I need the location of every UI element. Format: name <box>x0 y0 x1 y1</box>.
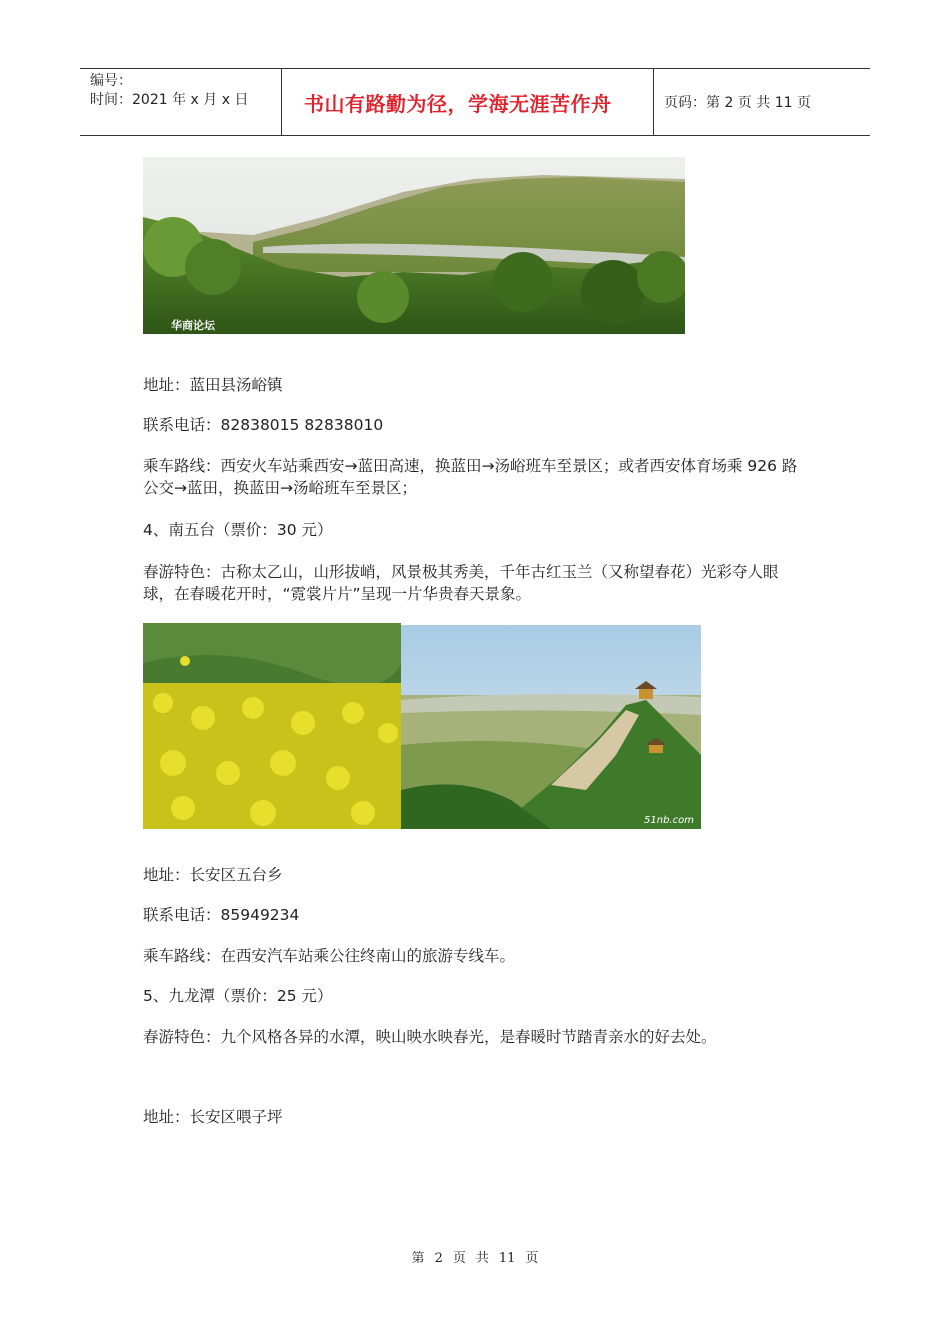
valley-landscape-photo <box>143 157 685 334</box>
phone-2: 联系电话：85949234 <box>143 906 300 924</box>
footer-ye2: 页 <box>525 1251 539 1266</box>
page-footer <box>0 1247 950 1266</box>
route-1: 乘车路线：西安火车站乘西安→蓝田高速，换蓝田→汤峪班车至景区；或者西安体育场乘 926 路公交→蓝田，换蓝田→汤峪班车至景区； <box>143 457 798 497</box>
address-1: 地址：蓝田县汤峪镇 <box>143 376 283 394</box>
footer-ye: 页 <box>452 1251 466 1266</box>
address-2: 地址：长安区五台乡 <box>143 866 283 884</box>
address-3: 地址：长安区喂子坪 <box>143 1108 283 1126</box>
header-motto: 书山有路勤为径，学海无涯苦作舟 <box>281 69 654 135</box>
route-2: 乘车路线：在西安汽车站乘公往终南山的旅游专线车。 <box>143 947 516 965</box>
footer-di: 第 <box>411 1251 425 1266</box>
footer-page-number: 2 <box>434 1251 443 1266</box>
nanwutai-mountain-photo <box>401 625 701 829</box>
phone-1: 联系电话：82838015 82838010 <box>143 416 384 434</box>
header-page-info: 页码：第 2 页 共 11 页 <box>664 95 811 111</box>
number-label: 编号： <box>90 73 132 89</box>
header-meta <box>80 69 281 135</box>
feature-5: 春游特色：九个风格各异的水潭，映山映水映春光，是春暖时节踏青亲水的好去处。 <box>143 1028 717 1046</box>
footer-gong: 共 <box>475 1251 489 1266</box>
mountain-watermark: 51nb.com <box>644 815 694 826</box>
page-header <box>80 68 870 136</box>
section-4-heading: 4、南五台（票价：30 元） <box>143 521 333 539</box>
rapeseed-flowers-photo <box>143 623 401 829</box>
feature-4: 春游特色：古称太乙山，山形拔峭，风景极其秀美，千年古红玉兰（又称望春花）光彩夺人眼球，在春暖花开时，“霓裳片片”呈现一片华贵春天景象。 <box>143 563 779 603</box>
top-watermark: 华商论坛 <box>171 319 215 332</box>
time-label: 时间：2021 年 x 月 x 日 <box>90 92 249 108</box>
section-5-heading: 5、九龙潭（票价：25 元） <box>143 987 333 1005</box>
footer-total: 11 <box>498 1251 516 1266</box>
